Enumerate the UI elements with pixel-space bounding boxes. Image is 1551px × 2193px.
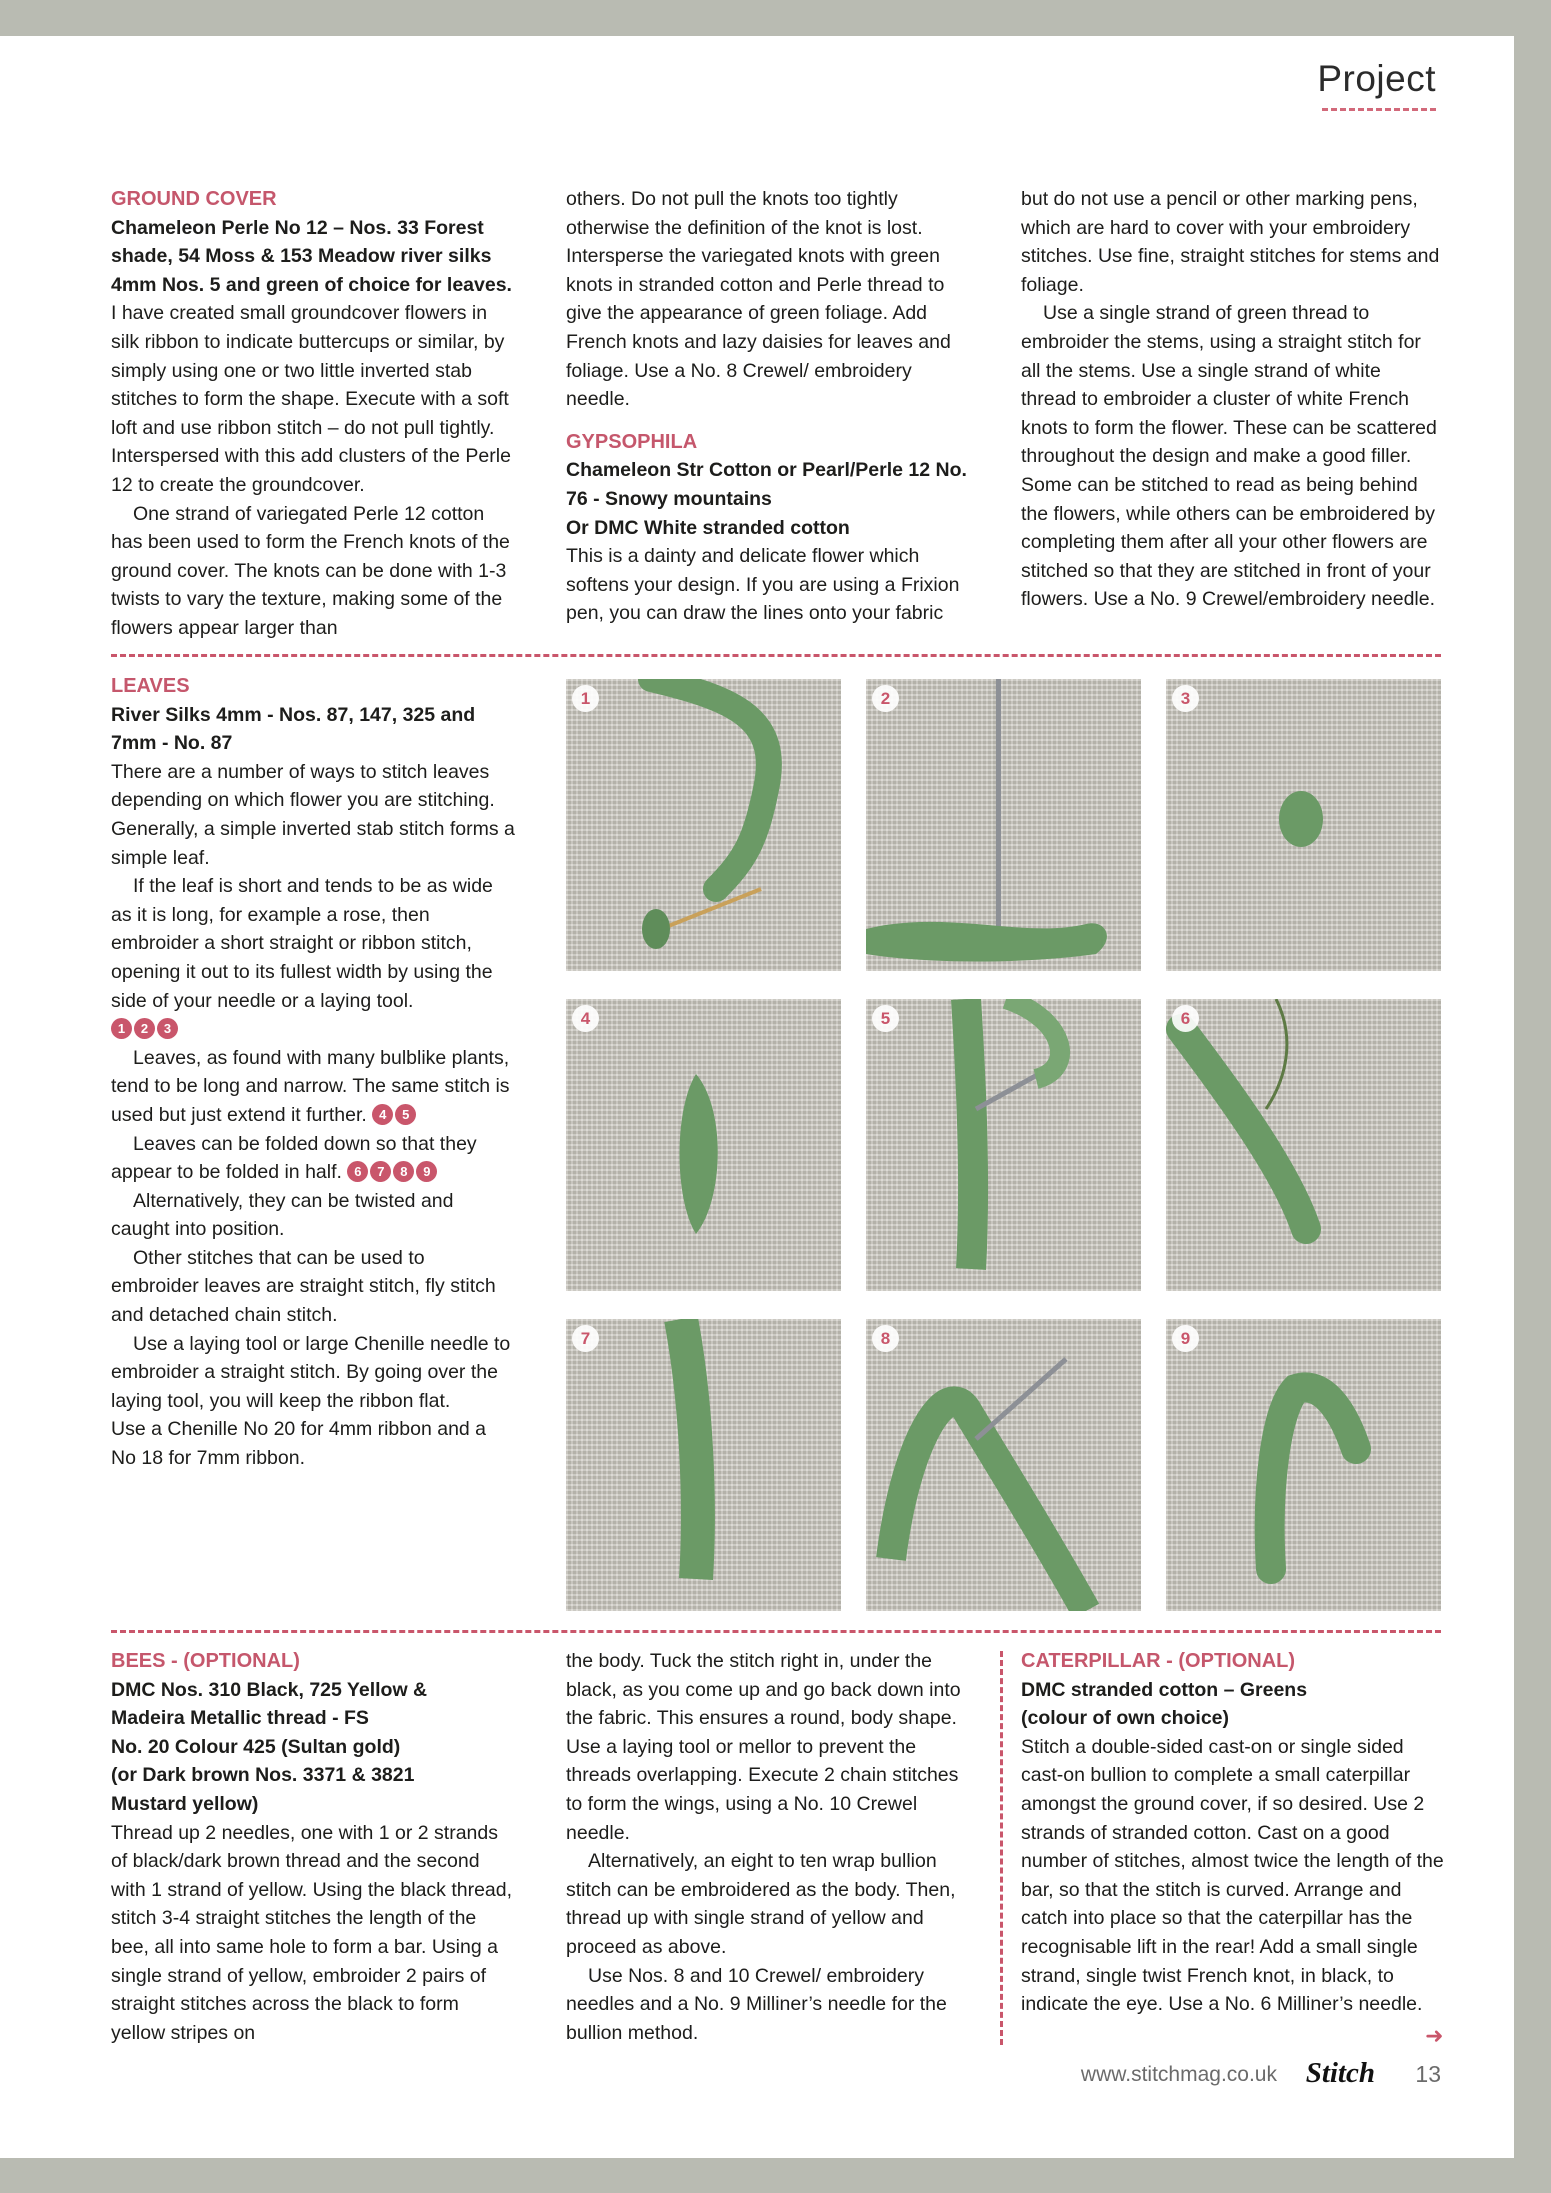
caterpillar-paragraph-1: Stitch a double-sided cast-on or single sided cast-on bullion to complete a small caterpillar amongst the ground cover, if so desired. Use 2 strands of stranded cotton. Cast on a good number of stitches, almost twice the length of the bar, so that the stitch is curved. Arrange and catch into place so that the caterpillar has the recognisable lift in the rear! Add a small single strand, single twist French knot, in black, to indicate the eye. Use a No. 6 Milliner’s needle.: [1021, 1735, 1444, 2016]
ground-cover-materials: Chameleon Perle No 12 – Nos. 33 Forest shade, 54 Moss & 153 Meadow river silks 4mm Nos. 5 and green of choice for leaves.: [111, 216, 512, 296]
step-badge: 9: [416, 1161, 437, 1182]
ribbon-illustration: [1166, 679, 1441, 971]
continue-arrow-icon: ➜: [1425, 2023, 1444, 2048]
leaves-paragraph-3-text: Leaves, as found with many bulblike plants, tend to be long and narrow. The same stitch is used but just extend it further.: [111, 1046, 510, 1126]
ground-cover-paragraph-1: I have created small groundcover flowers in silk ribbon to indicate buttercups or similar, by simply using one or two little inverted stab stitches to form the shape. Execute with a soft loft and use ribbon stitch – do not pull tightly. Interspersed with this add clusters of the Perle 12 to create the groundcover.: [111, 302, 511, 496]
leaves-paragraph-8: Use a Chenille No 20 for 4mm ribbon and a No 18 for 7mm ribbon.: [111, 1418, 487, 1470]
caterpillar-column: [1021, 1647, 1451, 2019]
photo-number-badge: 1: [572, 685, 599, 712]
step-photo-9: [1166, 1319, 1441, 1611]
leaves-paragraph-1: There are a number of ways to stitch leaves depending on which flower you are stitching. Generally, a simple inverted stab stitch forms a simple leaf.: [111, 760, 515, 869]
step-photo-3: [1166, 679, 1441, 971]
ribbon-illustration: [566, 1319, 841, 1611]
leaves-paragraph-5: Alternatively, they can be twisted and caught into position.: [111, 1189, 454, 1241]
section-label: Project: [1317, 58, 1436, 99]
leaves-paragraph-2: If the leaf is short and tends to be as wide as it is long, for example a rose, then embroider a short straight or ribbon stitch, opening it out to its fullest width by using the side of your needle or a laying tool.: [111, 875, 493, 1012]
step-photo-1: [566, 679, 841, 971]
step-badge: 6: [347, 1161, 368, 1182]
leaves-paragraph-6: Other stitches that can be used to embroider leaves are straight stitch, fly stitch and detached chain stitch.: [111, 1246, 496, 1327]
page-number: 13: [1415, 2061, 1441, 2087]
photo-number-badge: 4: [572, 1005, 599, 1032]
ribbon-illustration: [566, 999, 841, 1291]
bees-materials-line-1: DMC Nos. 310 Black, 725 Yellow &: [111, 1678, 428, 1701]
photo-number-badge: 3: [1172, 685, 1199, 712]
leaves-paragraph-3: [111, 1044, 516, 1130]
leaves-materials: River Silks 4mm - Nos. 87, 147, 325 and 7mm - No. 87: [111, 703, 476, 755]
leaves-heading: LEAVES: [111, 675, 190, 697]
leaves-paragraph-4: [111, 1130, 516, 1187]
photo-number-badge: 2: [872, 685, 899, 712]
step-photo-8: [866, 1319, 1141, 1611]
paragraph-spacer: [566, 414, 971, 428]
gypsophila-materials: Chameleon Str Cotton or Pearl/Perle 12 No. 76 - Snowy mountains: [566, 459, 967, 510]
step-photo-6: [1166, 999, 1441, 1291]
bees-heading: BEES - (OPTIONAL): [111, 1650, 300, 1672]
step-badge: 3: [157, 1018, 178, 1039]
step-photo-7: [566, 1319, 841, 1611]
bees-paragraph-2: the body. Tuck the stitch right in, under the black, as you come up and go back down into the fabric. This ensures a round, body shape. Use a laying tool or mellor to prevent the threads overlapping. Execute 2 chain stitches to form the wings, using a No. 10 Crewel needle.: [566, 1650, 961, 1844]
ground-cover-gypsophila-column: [566, 185, 971, 628]
bees-materials-line-4: (or Dark brown Nos. 3371 & 3821: [111, 1764, 415, 1787]
photo-number-badge: 6: [1172, 1005, 1199, 1032]
photo-number-badge: 8: [872, 1325, 899, 1352]
ground-cover-column: [111, 185, 516, 643]
step-badge: 2: [134, 1018, 155, 1039]
ribbon-illustration: [1166, 999, 1441, 1291]
section-divider-bottom: [111, 1630, 1441, 1633]
caterpillar-heading: CATERPILLAR - (OPTIONAL): [1021, 1650, 1296, 1672]
photo-number-badge: 7: [572, 1325, 599, 1352]
section-divider-top: [111, 654, 1441, 657]
leaves-column: [111, 672, 516, 1473]
step-photo-4: [566, 999, 841, 1291]
leaves-paragraph-7: Use a laying tool or large Chenille needle to embroider a straight stitch. By going over the laying tool, you will keep the ribbon flat.: [111, 1332, 511, 1412]
bees-column: [111, 1647, 516, 2047]
step-badge: 8: [393, 1161, 414, 1182]
section-label-underline: [1322, 108, 1436, 111]
ribbon-illustration: [866, 679, 1141, 971]
ribbon-illustration: [866, 1319, 1141, 1611]
step-badge: 7: [370, 1161, 391, 1182]
ground-cover-paragraph-2: One strand of variegated Perle 12 cotton has been used to form the French knots of the ground cover. The knots can be done with 1-3 twists to vary the texture, making some of the flowers appear larger than: [111, 502, 510, 639]
photo-number-badge: 9: [1172, 1325, 1199, 1352]
gypsophila-column: [1021, 185, 1441, 614]
bees-materials-line-2: Madeira Metallic thread - FS: [111, 1707, 369, 1730]
ribbon-illustration: [866, 999, 1141, 1291]
leaves-paragraph-4-text: Leaves can be folded down so that they appear to be folded in half.: [111, 1132, 477, 1184]
caterpillar-materials-line-2: (colour of own choice): [1021, 1707, 1229, 1730]
step-badge: 4: [372, 1104, 393, 1125]
gypsophila-paragraph-1: This is a dainty and delicate flower which softens your design. If you are using a Frixion pen, you can draw the lines onto your fabric: [566, 545, 960, 625]
gypsophila-paragraph-2: but do not use a pencil or other marking pens, which are hard to cover with your embroidery stitches. Use fine, straight stitches for stems and foliage.: [1021, 188, 1440, 296]
bees-paragraph-3: Alternatively, an eight to ten wrap bullion stitch can be embroidered as the body. Then, thread up with single strand of yellow and proceed as above.: [566, 1850, 956, 1958]
gypsophila-paragraph-3: Use a single strand of green thread to embroider the stems, using a straight stitch for all the stems. Use a single strand of white thread to embroider a cluster of white French knots to form the flower. These can be scattered throughout the design and make a good filler. Some can be stitched to read as being behind the flowers, while others can be embroidered by completing them after all your other flowers are stitched so that they are stitched in front of your flowers. Use a No. 9 Crewel/embroidery needle.: [1021, 302, 1437, 611]
step-badge: 5: [395, 1104, 416, 1125]
column-divider: [1000, 1651, 1003, 2045]
ground-cover-paragraph-3: others. Do not pull the knots too tightly otherwise the definition of the knot is lost. Intersperse the variegated knots with green knots in stranded cotton and Perle thread to give the appearance of green foliage. Add French knots and lazy daisies for leaves and foliage. Use a No. 8 Crewel/ embroidery needle.: [566, 188, 951, 411]
footer-brand-logo: Stitch: [1305, 2057, 1375, 2089]
bees-paragraph-4: Use Nos. 8 and 10 Crewel/ embroidery needles and a No. 9 Milliner’s needle for the bullion method.: [566, 1964, 947, 2044]
step-photo-5: [866, 999, 1141, 1291]
ground-cover-heading: GROUND COVER: [111, 188, 277, 210]
ribbon-illustration: [566, 679, 841, 971]
step-photo-2: [866, 679, 1141, 971]
bees-materials-line-3: No. 20 Colour 425 (Sultan gold): [111, 1735, 401, 1758]
caterpillar-materials-line-1: DMC stranded cotton – Greens: [1021, 1678, 1308, 1701]
step-badge: 1: [111, 1018, 132, 1039]
leaves-steps-1-3: [111, 1015, 516, 1044]
footer-url: www.stitchmag.co.uk: [1080, 2063, 1277, 2086]
bees-paragraph-1: Thread up 2 needles, one with 1 or 2 strands of black/dark brown thread and the second with 1 strand of yellow. Using the black thread, stitch 3-4 straight stitches the length of the bee, all into same hole to form a bar. Using a single strand of yellow, embroider 2 pairs of straight stitches across the black to form yellow stripes on: [111, 1821, 513, 2044]
gypsophila-materials-alt: Or DMC White stranded cotton: [566, 516, 850, 539]
gypsophila-heading: GYPSOPHILA: [566, 430, 698, 453]
bees-continued-column: [566, 1647, 971, 2047]
photo-number-badge: 5: [872, 1005, 899, 1032]
ribbon-illustration: [1166, 1319, 1441, 1611]
bees-materials-line-5: Mustard yellow): [111, 1792, 259, 1815]
